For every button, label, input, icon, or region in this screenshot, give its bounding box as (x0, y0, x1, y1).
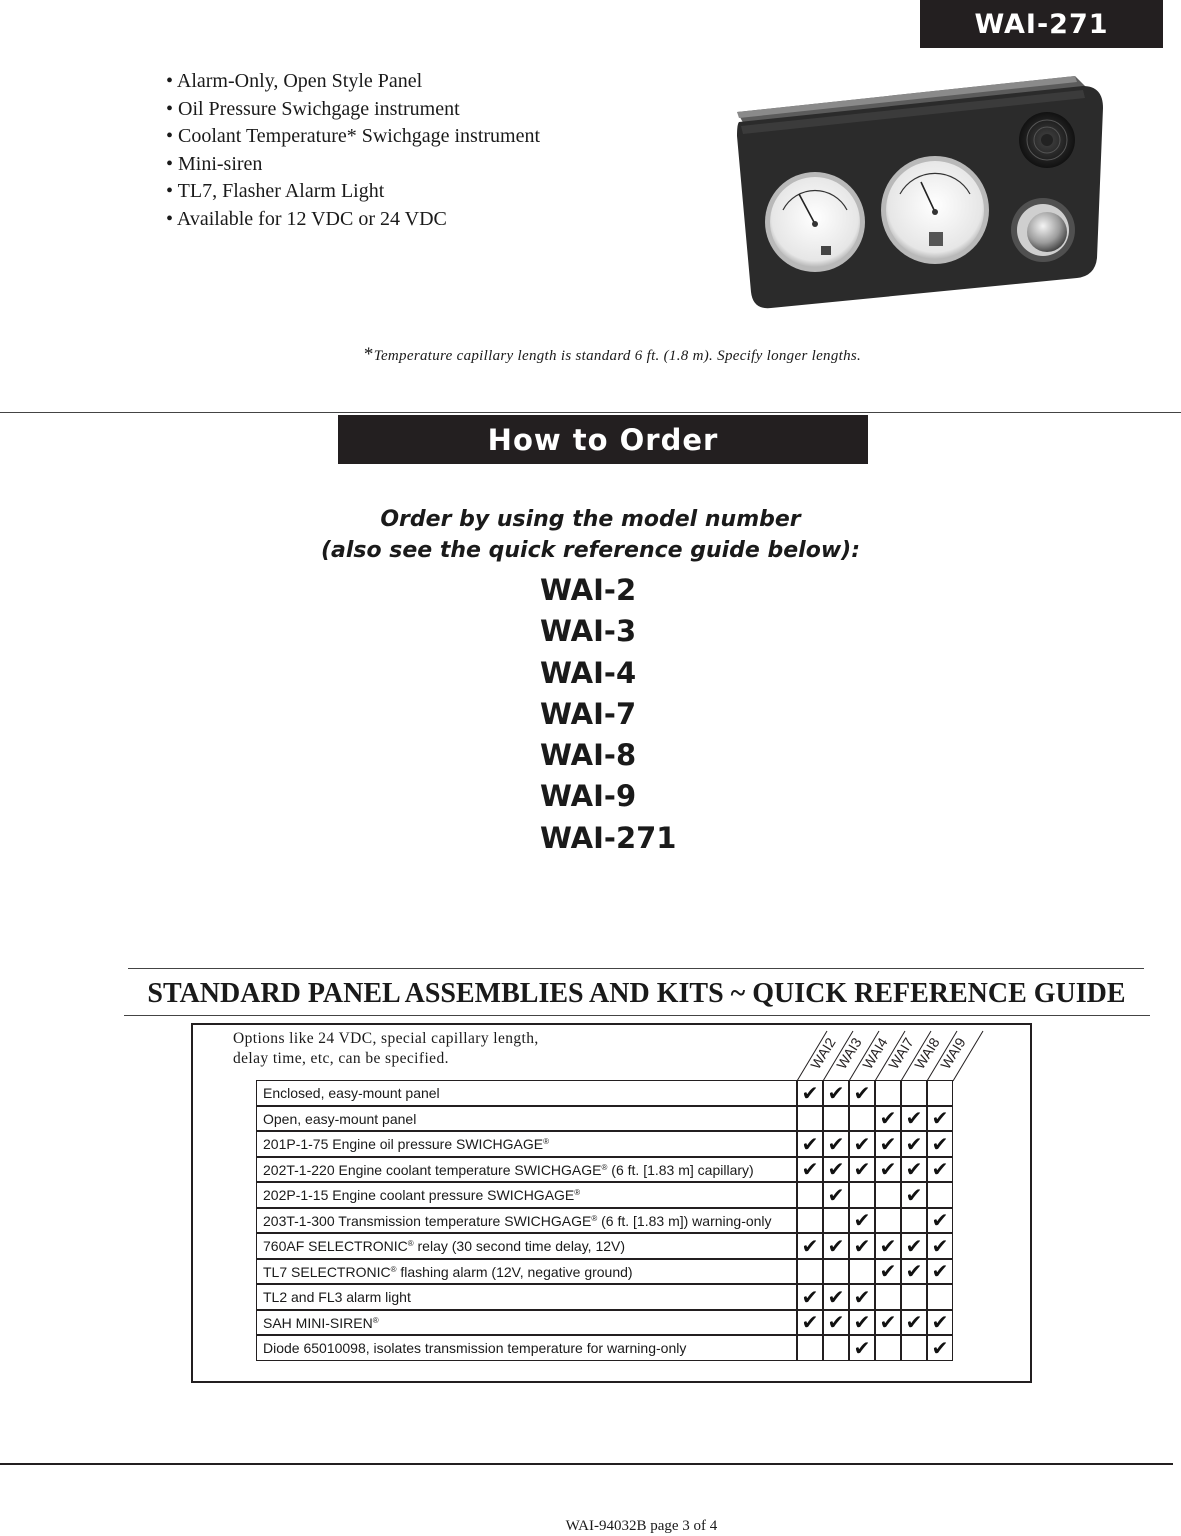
check-mark-icon: ✔ (879, 1259, 897, 1284)
check-cell-wai7 (875, 1182, 901, 1208)
check-mark-icon: ✔ (905, 1157, 923, 1182)
row-label-tail: relay (30 second time delay, 12V) (413, 1238, 626, 1254)
row-label: 202T-1-220 Engine coolant temperature SWICHGAGE (263, 1161, 602, 1178)
check-cell-wai9 (927, 1233, 953, 1259)
table-row-description (256, 1233, 797, 1259)
check-mark-icon: ✔ (931, 1335, 949, 1360)
check-mark-icon: ✔ (931, 1259, 949, 1284)
check-cell-wai2 (797, 1335, 823, 1361)
check-cell-wai7 (875, 1208, 901, 1234)
feature-list (166, 68, 540, 233)
check-mark-icon: ✔ (801, 1131, 819, 1156)
order-instruction-line-1: Order by using the model number (380, 507, 801, 532)
check-cell-wai2 (797, 1310, 823, 1336)
registered-mark: ® (574, 1188, 581, 1197)
row-label: TL7 SELECTRONIC (263, 1263, 391, 1280)
check-mark-icon: ✔ (801, 1080, 819, 1105)
column-header-wai4: WAI4 (859, 1034, 891, 1072)
table-row-description (256, 1259, 797, 1285)
check-cell-wai4 (849, 1284, 875, 1310)
check-mark-icon: ✔ (801, 1233, 819, 1258)
check-cell-wai9 (927, 1182, 953, 1208)
row-label: Open, easy-mount panel (263, 1110, 417, 1127)
check-cell-wai3 (823, 1208, 849, 1234)
model-number: WAI-2 (540, 573, 637, 607)
quick-reference-guide-title: STANDARD PANEL ASSEMBLIES AND KITS ~ QUICK REFERENCE GUIDE (147, 978, 1126, 1009)
check-cell-wai7 (875, 1259, 901, 1285)
row-label: 202P-1-15 Engine coolant pressure SWICHGAGE (263, 1187, 575, 1203)
check-cell-wai7 (875, 1157, 901, 1183)
check-cell-wai4 (849, 1106, 875, 1132)
table-row-description (256, 1157, 797, 1183)
check-cell-wai4 (849, 1131, 875, 1157)
check-cell-wai3 (823, 1080, 849, 1106)
check-mark-icon: ✔ (827, 1182, 845, 1207)
row-label: Diode 65010098, isolates transmission temperature for warning-only (263, 1340, 687, 1356)
page-number: WAI-94032B page 3 of 4 (565, 1518, 718, 1534)
model-number: WAI-4 (540, 655, 637, 690)
table-row-description (256, 1182, 797, 1208)
check-mark-icon: ✔ (879, 1310, 897, 1335)
check-cell-wai7 (875, 1310, 901, 1336)
check-cell-wai7 (875, 1335, 901, 1361)
feature-item: • Oil Pressure Swichgage instrument (166, 97, 460, 120)
check-mark-icon: ✔ (853, 1208, 871, 1233)
row-label: SAH MINI-SIREN (263, 1314, 373, 1331)
check-cell-wai8 (901, 1080, 927, 1106)
row-label-tail: (6 ft. [1.83 m]) warning-only (597, 1212, 772, 1229)
check-cell-wai4 (849, 1335, 875, 1361)
guide-bottom-rule (124, 1015, 1150, 1016)
check-cell-wai8 (901, 1284, 927, 1310)
check-cell-wai2 (797, 1259, 823, 1285)
check-cell-wai9 (927, 1310, 953, 1336)
model-tag: WAI-271 (920, 0, 1163, 48)
column-header-wai3: WAI3 (833, 1034, 865, 1072)
check-cell-wai3 (823, 1233, 849, 1259)
check-mark-icon: ✔ (931, 1233, 949, 1258)
check-mark-icon: ✔ (853, 1080, 871, 1105)
options-note (233, 1029, 539, 1069)
check-mark-icon: ✔ (853, 1157, 871, 1182)
check-cell-wai2 (797, 1208, 823, 1234)
check-cell-wai9 (927, 1259, 953, 1285)
how-to-order-heading: How to Order (338, 415, 868, 464)
check-cell-wai3 (823, 1157, 849, 1183)
check-mark-icon: ✔ (905, 1131, 923, 1156)
check-mark-icon: ✔ (827, 1233, 845, 1258)
row-label: 760AF SELECTRONIC (263, 1238, 408, 1254)
registered-mark: ® (390, 1264, 397, 1274)
check-cell-wai4 (849, 1080, 875, 1106)
mini-siren (1019, 112, 1075, 168)
table-row-description (256, 1208, 797, 1234)
check-cell-wai8 (901, 1335, 927, 1361)
row-label: 201P-1-75 Engine oil pressure SWICHGAGE (263, 1136, 544, 1152)
registered-mark: ® (372, 1315, 379, 1325)
check-cell-wai2 (797, 1106, 823, 1132)
check-cell-wai4 (849, 1310, 875, 1336)
check-cell-wai3 (823, 1106, 849, 1132)
check-mark-icon: ✔ (905, 1259, 923, 1284)
check-mark-icon: ✔ (879, 1157, 897, 1182)
check-cell-wai8 (901, 1131, 927, 1157)
check-cell-wai4 (849, 1259, 875, 1285)
order-instruction-line-2: (also see the quick reference guide below): (320, 538, 861, 563)
check-cell-wai7 (875, 1233, 901, 1259)
check-cell-wai8 (901, 1259, 927, 1285)
check-cell-wai8 (901, 1208, 927, 1234)
check-cell-wai3 (823, 1310, 849, 1336)
model-number: WAI-3 (540, 614, 637, 649)
registered-mark: ® (601, 1162, 608, 1172)
check-cell-wai4 (849, 1182, 875, 1208)
section-divider (0, 412, 1181, 413)
check-mark-icon: ✔ (827, 1131, 845, 1156)
footnote-text: Temperature capillary length is standard 6 ft. (1.8 m). Specify longer lengths. (373, 348, 862, 364)
registered-mark: ® (591, 1213, 598, 1223)
check-cell-wai8 (901, 1106, 927, 1132)
guide-top-rule (128, 968, 1144, 969)
check-cell-wai9 (927, 1080, 953, 1106)
feature-item: • Alarm-Only, Open Style Panel (166, 70, 423, 92)
check-mark-icon: ✔ (827, 1310, 845, 1335)
options-note-line-1: Options like 24 VDC, special capillary length, (233, 1030, 539, 1047)
check-cell-wai8 (901, 1157, 927, 1183)
check-cell-wai9 (927, 1106, 953, 1132)
model-number-list (540, 570, 677, 859)
check-cell-wai7 (875, 1080, 901, 1106)
check-cell-wai4 (849, 1157, 875, 1183)
check-cell-wai7 (875, 1106, 901, 1132)
check-cell-wai2 (797, 1157, 823, 1183)
check-cell-wai4 (849, 1233, 875, 1259)
check-mark-icon: ✔ (801, 1157, 819, 1182)
model-number: WAI-271 (540, 820, 677, 855)
check-mark-icon: ✔ (853, 1131, 871, 1156)
table-row-description (256, 1284, 797, 1310)
check-mark-icon: ✔ (931, 1131, 949, 1156)
table-row-description (256, 1080, 797, 1106)
feature-item: • TL7, Flasher Alarm Light (166, 180, 385, 202)
check-mark-icon: ✔ (931, 1157, 949, 1182)
check-mark-icon: ✔ (827, 1157, 845, 1182)
table-row-description (256, 1131, 797, 1157)
oil-pressure-gauge (765, 172, 865, 272)
column-header-wai7: WAI7 (885, 1034, 917, 1072)
check-mark-icon: ✔ (827, 1080, 845, 1105)
model-column-headers (795, 1024, 995, 1082)
check-mark-icon: ✔ (801, 1310, 819, 1335)
check-cell-wai9 (927, 1208, 953, 1234)
coolant-temperature-gauge (881, 156, 989, 264)
check-mark-icon: ✔ (931, 1106, 949, 1131)
check-mark-icon: ✔ (853, 1284, 871, 1309)
check-mark-icon: ✔ (827, 1284, 845, 1309)
feature-item: • Mini-siren (166, 152, 263, 175)
check-cell-wai3 (823, 1182, 849, 1208)
check-mark-icon: ✔ (905, 1182, 923, 1207)
check-mark-icon: ✔ (853, 1310, 871, 1335)
check-cell-wai4 (849, 1208, 875, 1234)
table-row-description (256, 1310, 797, 1336)
check-cell-wai2 (797, 1131, 823, 1157)
check-mark-icon: ✔ (931, 1310, 949, 1335)
row-label: TL2 and FL3 alarm light (263, 1289, 411, 1305)
check-cell-wai8 (901, 1233, 927, 1259)
feature-item: • Coolant Temperature* Swichgage instrument (166, 125, 541, 147)
check-cell-wai8 (901, 1182, 927, 1208)
check-cell-wai2 (797, 1182, 823, 1208)
check-mark-icon: ✔ (853, 1335, 871, 1360)
check-cell-wai3 (823, 1284, 849, 1310)
check-cell-wai9 (927, 1157, 953, 1183)
temperature-footnote (0, 344, 1181, 366)
column-header-wai9: WAI9 (937, 1034, 969, 1072)
check-cell-wai2 (797, 1080, 823, 1106)
check-mark-icon: ✔ (801, 1284, 819, 1309)
check-cell-wai9 (927, 1284, 953, 1310)
footnote-asterisk: * (363, 344, 374, 365)
check-cell-wai3 (823, 1131, 849, 1157)
row-label-tail: (6 ft. [1.83 m] capillary) (607, 1161, 754, 1178)
check-mark-icon: ✔ (853, 1233, 871, 1258)
column-header-wai2: WAI2 (807, 1034, 839, 1072)
check-mark-icon: ✔ (905, 1233, 923, 1258)
check-cell-wai3 (823, 1335, 849, 1361)
model-number: WAI-9 (540, 779, 637, 814)
check-cell-wai7 (875, 1284, 901, 1310)
check-mark-icon: ✔ (905, 1310, 923, 1335)
row-label: Enclosed, easy-mount panel (263, 1085, 440, 1101)
row-label: 203T-1-300 Transmission temperature SWICHGAGE (263, 1212, 592, 1229)
table-row-description (256, 1106, 797, 1132)
feature-item: • Available for 12 VDC or 24 VDC (166, 207, 447, 230)
check-mark-icon: ✔ (905, 1106, 923, 1131)
registered-mark: ® (407, 1239, 414, 1248)
row-label-tail: flashing alarm (12V, negative ground) (396, 1263, 633, 1280)
footer-rule (0, 1463, 1173, 1465)
check-mark-icon: ✔ (879, 1233, 897, 1258)
check-mark-icon: ✔ (931, 1208, 949, 1233)
check-cell-wai9 (927, 1335, 953, 1361)
check-cell-wai2 (797, 1233, 823, 1259)
check-cell-wai9 (927, 1131, 953, 1157)
model-number: WAI-7 (540, 696, 637, 731)
flasher-alarm-light (1011, 198, 1075, 262)
check-cell-wai7 (875, 1131, 901, 1157)
check-mark-icon: ✔ (879, 1106, 897, 1131)
check-cell-wai3 (823, 1259, 849, 1285)
product-photo (725, 62, 1110, 312)
options-note-line-2: delay time, etc, can be specified. (233, 1050, 449, 1067)
model-number: WAI-8 (540, 738, 637, 773)
table-row-description (256, 1335, 797, 1361)
registered-mark: ® (543, 1137, 550, 1146)
check-cell-wai2 (797, 1284, 823, 1310)
column-header-wai8: WAI8 (911, 1034, 943, 1072)
check-mark-icon: ✔ (879, 1131, 897, 1156)
check-cell-wai8 (901, 1310, 927, 1336)
